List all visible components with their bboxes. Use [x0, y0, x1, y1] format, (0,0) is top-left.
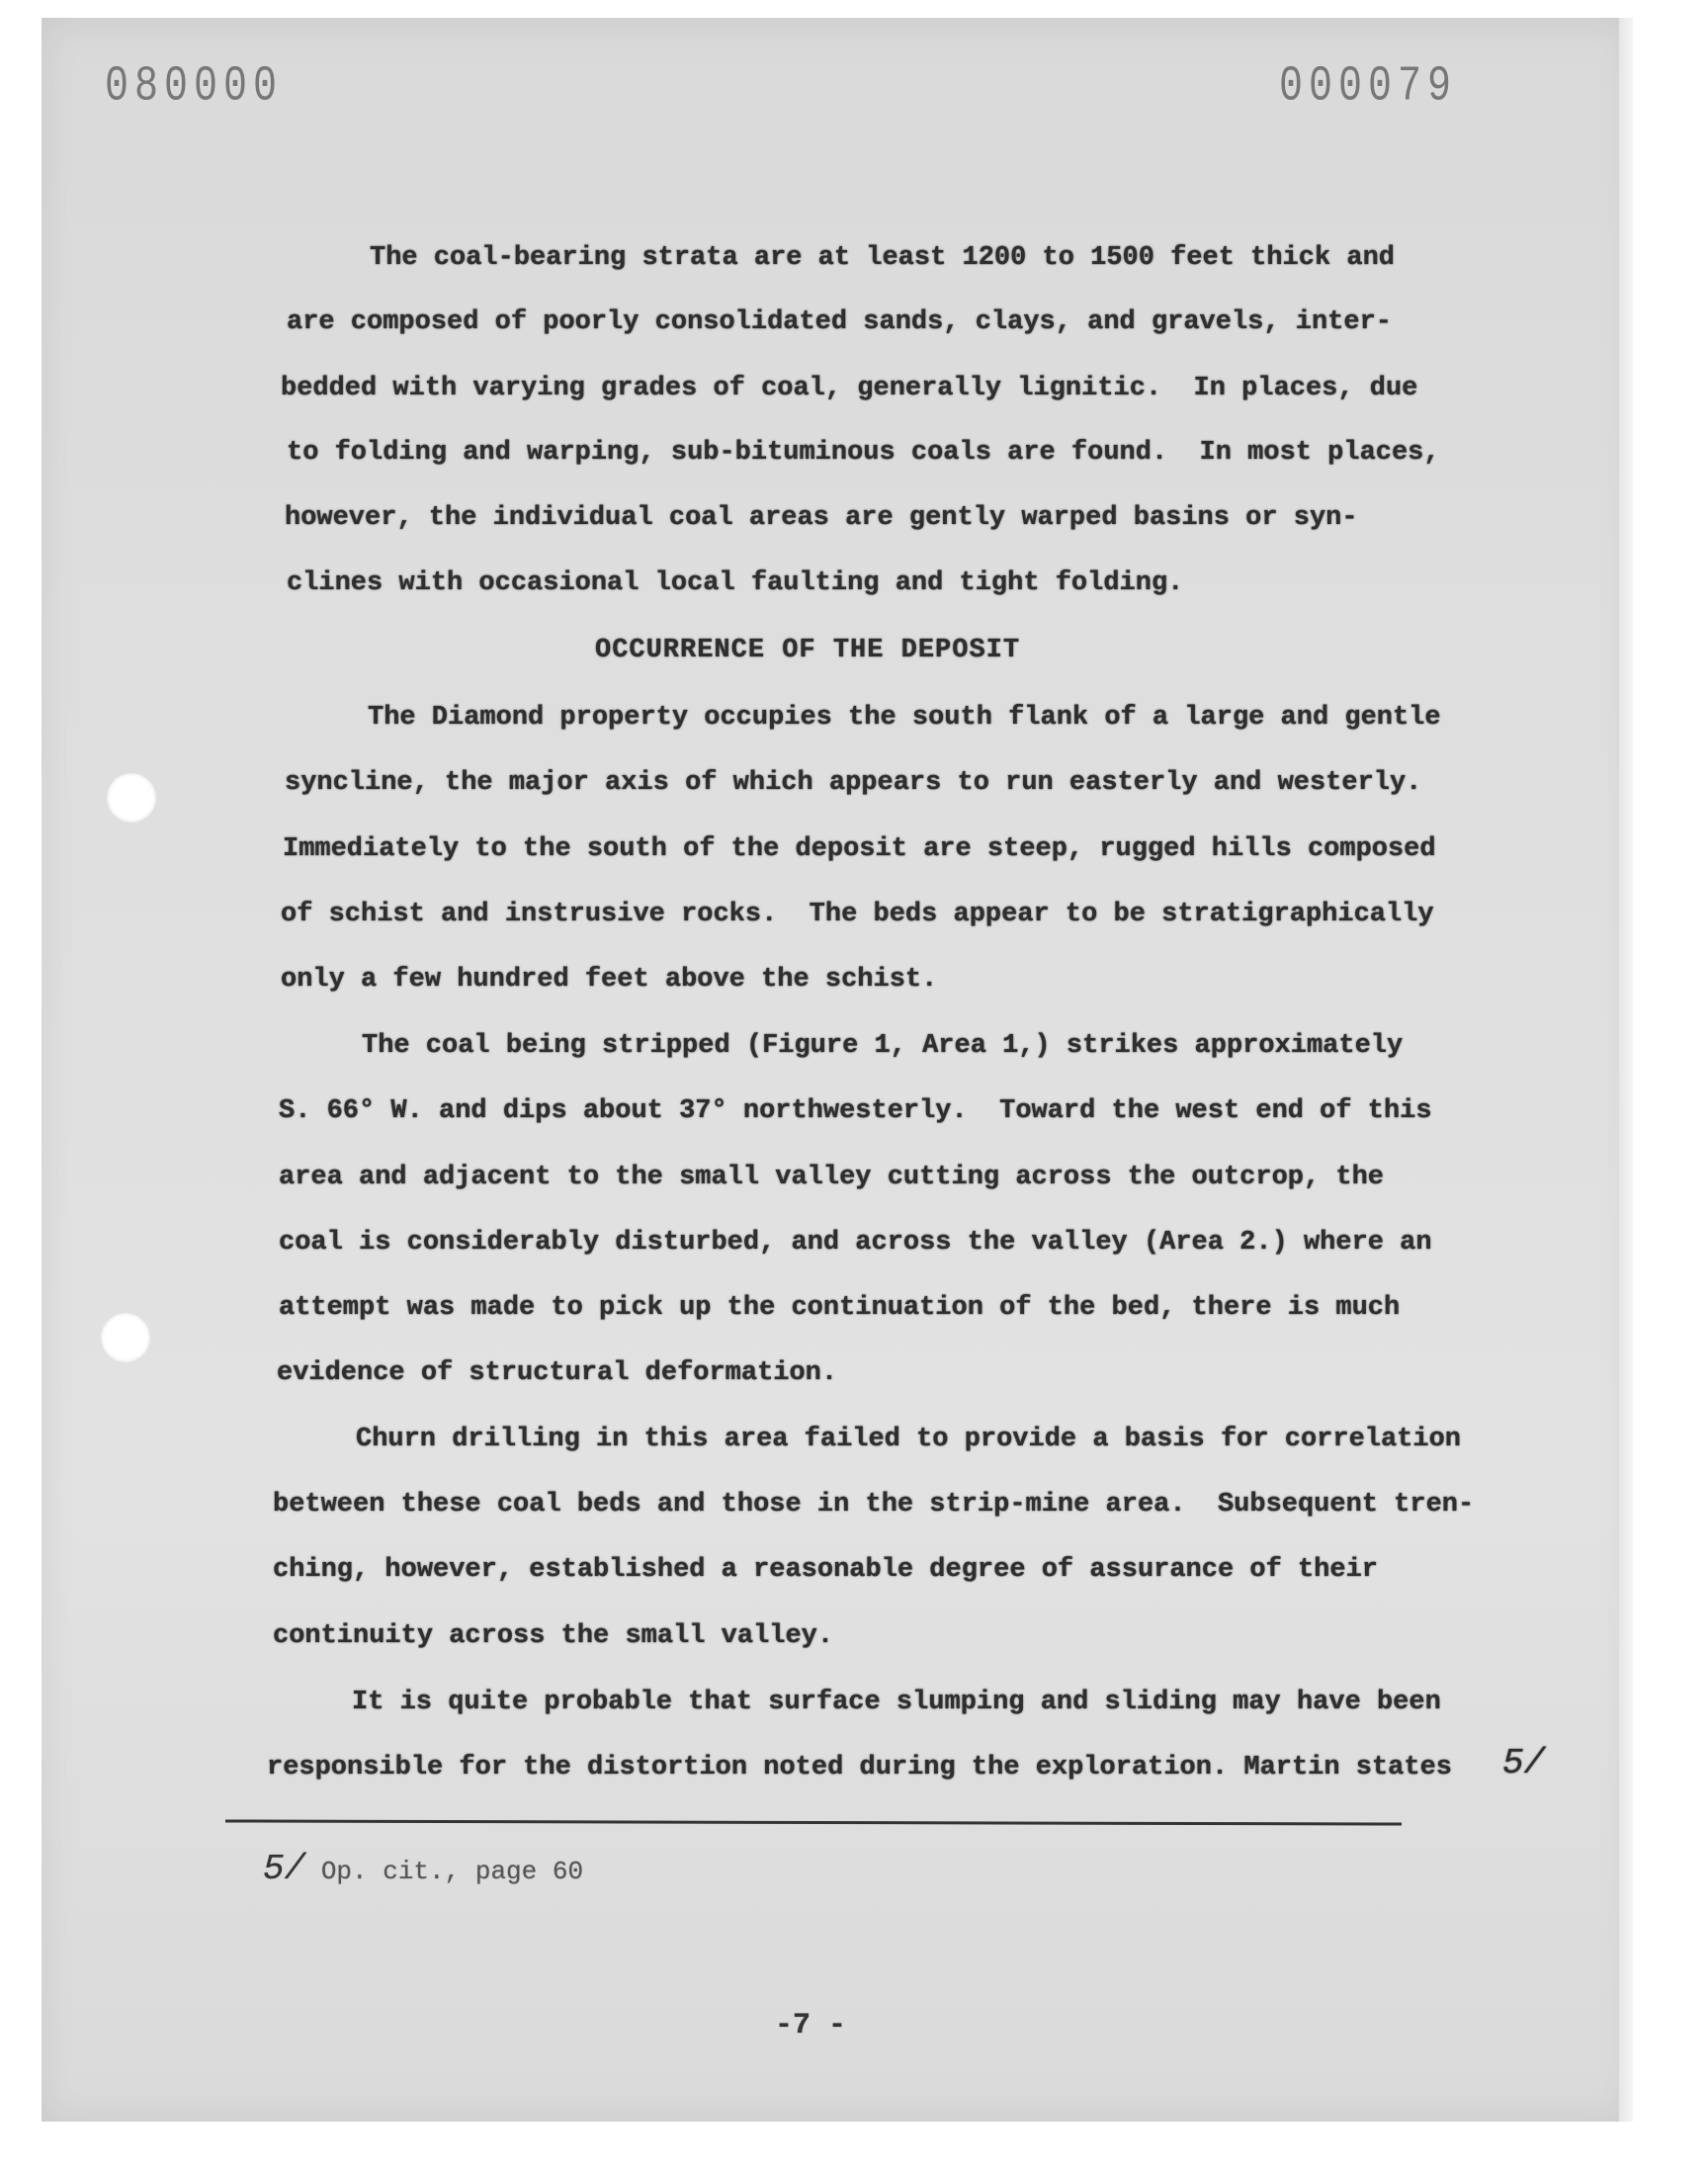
footnote: [263, 1849, 583, 1889]
text-line: to folding and warping, sub-bituminous coals are found. In most places,: [287, 438, 1440, 468]
text-line: It is quite probable that surface slumping and sliding may have been: [352, 1688, 1441, 1717]
punch-hole-lower: [101, 1313, 150, 1362]
text-line: syncline, the major axis of which appears to run easterly and westerly.: [285, 768, 1422, 798]
section-heading: OCCURRENCE OF THE DEPOSIT: [595, 636, 1021, 665]
footnote-text: Op. cit., page 60: [305, 1857, 584, 1886]
text-line: however, the individual coal areas are gently warped basins or syn-: [285, 503, 1358, 533]
footnote-mark: 5/: [263, 1849, 306, 1889]
text-line: only a few hundred feet above the schist.: [281, 965, 938, 995]
text-line: coal is considerably disturbed, and across the valley (Area 2.) where an: [279, 1228, 1432, 1258]
text-line: are composed of poorly consolidated sands, clays, and gravels, inter-: [287, 307, 1392, 337]
stamp-number-left: 080000: [105, 59, 284, 116]
text-line: The coal-bearing strata are at least 1200 to 1500 feet thick and: [370, 243, 1395, 273]
page-edge: [1619, 18, 1633, 2122]
text-line: continuity across the small valley.: [273, 1621, 834, 1651]
text-line: area and adjacent to the small valley cutting across the outcrop, the: [279, 1163, 1384, 1192]
stamp-number-right: 000079: [1279, 59, 1458, 116]
text-line: Churn drilling in this area failed to provide a basis for correlation: [356, 1425, 1461, 1454]
text-line: S. 66° W. and dips about 37° northwesterly. Toward the west end of this: [279, 1096, 1432, 1126]
text-line: of schist and instrusive rocks. The beds appear to be stratigraphically: [281, 900, 1434, 929]
text-line: clines with occasional local faulting and tight folding.: [287, 568, 1184, 598]
text-line: between these coal beds and those in the strip-mine area. Subsequent tren-: [273, 1490, 1475, 1520]
text-line: Immediately to the south of the deposit are steep, rugged hills composed: [283, 834, 1436, 864]
footnote-reference: 5/: [1502, 1743, 1546, 1784]
text-line: ching, however, established a reasonable degree of assurance of their: [273, 1555, 1378, 1585]
text-line: evidence of structural deformation.: [277, 1358, 838, 1388]
page-number: -7 -: [775, 2009, 847, 2043]
text-line: bedded with varying grades of coal, generally lignitic. In places, due: [281, 374, 1418, 403]
text-line: The Diamond property occupies the south flank of a large and gentle: [368, 703, 1441, 733]
text-line: The coal being stripped (Figure 1, Area 1,) strikes approximately: [362, 1031, 1404, 1061]
punch-hole-upper: [107, 773, 156, 823]
text-line: responsible for the distortion noted during the exploration. Martin states: [267, 1753, 1452, 1783]
text-line: attempt was made to pick up the continuation of the bed, there is much: [279, 1293, 1401, 1323]
